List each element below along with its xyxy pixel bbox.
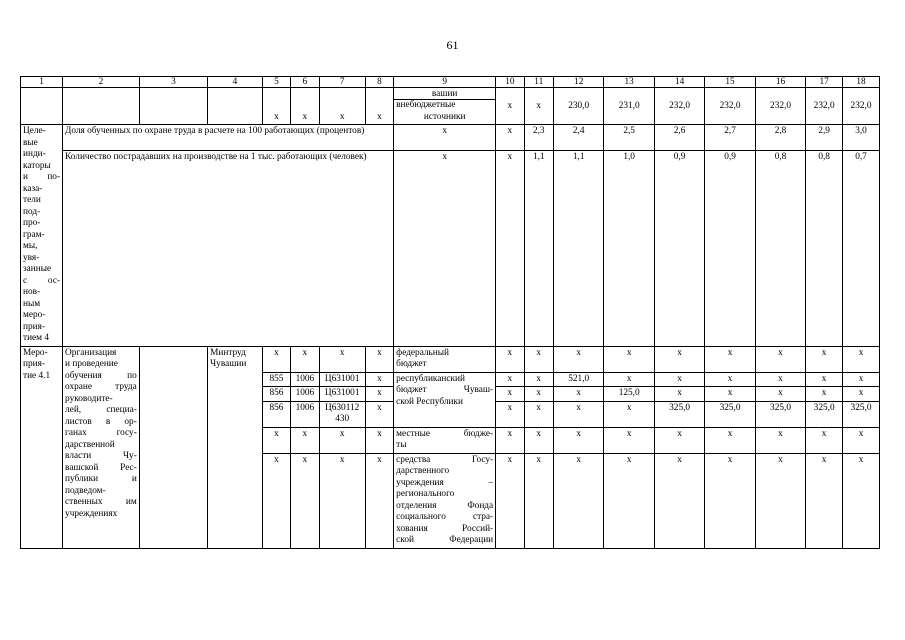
value-cell: х xyxy=(524,372,553,387)
value-cell: 0,8 xyxy=(806,150,843,346)
source-line: источники xyxy=(423,111,466,122)
value-cell: х xyxy=(524,88,553,125)
value-cell: х xyxy=(604,346,654,372)
code-cell: х xyxy=(291,346,319,372)
col-header: 11 xyxy=(524,77,553,88)
indicator-row xyxy=(21,125,880,151)
code-cell: 855 xyxy=(262,372,290,387)
value-cell: х xyxy=(806,346,843,372)
measure-name: Организация и проведение обучения по охране труда руководите- лей, специа- листов в ор- ганах госу- дарственной власти Чу- вашской Рес- публики и подведом- ственных им учреждениях xyxy=(63,346,140,548)
value-cell: 230,0 xyxy=(553,88,603,125)
value-cell: х xyxy=(553,387,603,402)
col-header: 9 xyxy=(394,77,496,88)
code-cell: 856 xyxy=(262,387,290,402)
indicators-label: Целе- вые инди- каторы и по- каза- тели под- про- грам- мы, увя- занные с ос- нов- ным меро- прия- тием 4 xyxy=(21,125,63,347)
value-cell: х xyxy=(806,453,843,548)
col-header: 14 xyxy=(654,77,704,88)
source-line: внебюджетные xyxy=(394,99,495,112)
value-cell: х xyxy=(553,401,603,427)
value-cell: х xyxy=(553,346,603,372)
code-cell: х xyxy=(262,453,290,548)
value-cell: 232,0 xyxy=(705,88,755,125)
value-cell: х xyxy=(654,453,704,548)
value-cell: 325,0 xyxy=(806,401,843,427)
code-cell: х xyxy=(291,453,319,548)
code-cell: х xyxy=(262,427,290,453)
col-header: 4 xyxy=(208,77,263,88)
federal-budget-row xyxy=(21,346,880,372)
funding-source-cell: республиканский бюджет Чуваш- ской Республики xyxy=(394,372,496,427)
value-cell: х xyxy=(705,372,755,387)
code-cell: х xyxy=(291,88,319,125)
value-cell: х xyxy=(755,346,805,372)
value-cell: х xyxy=(806,372,843,387)
value-cell: х xyxy=(496,387,524,402)
measure-label: Меро- прия- тие 4.1 xyxy=(21,346,63,548)
code-cell: 1006 xyxy=(291,387,319,402)
value-cell: х xyxy=(843,453,880,548)
col-header: 16 xyxy=(755,77,805,88)
code-cell: х xyxy=(319,88,365,125)
code-cell: Ц631001 xyxy=(319,372,365,387)
value-cell: х xyxy=(705,346,755,372)
col-header: 2 xyxy=(63,77,140,88)
value-cell: 232,0 xyxy=(843,88,880,125)
code-cell: х xyxy=(365,453,393,548)
value-cell: 2,6 xyxy=(654,125,704,151)
value-cell: х xyxy=(553,427,603,453)
value-cell: 325,0 xyxy=(705,401,755,427)
value-cell: х xyxy=(843,427,880,453)
column-number-row xyxy=(21,77,880,88)
value-cell: х xyxy=(496,401,524,427)
value-cell: х xyxy=(806,427,843,453)
value-cell: х xyxy=(496,453,524,548)
value-cell: х xyxy=(496,346,524,372)
value-cell: х xyxy=(843,387,880,402)
value-cell: х xyxy=(604,401,654,427)
col-header: 18 xyxy=(843,77,880,88)
code-cell: х xyxy=(365,372,393,387)
code-cell: 856 xyxy=(262,401,290,427)
value-cell: х xyxy=(496,125,524,151)
funding-source-cell: средства Госу- дарственного учреждения – регионального отделения Фонда социального стра- хования Россий- ской Федерации xyxy=(394,453,496,548)
code-cell: Ц631001 xyxy=(319,387,365,402)
value-cell: 125,0 xyxy=(604,387,654,402)
indicator-text: Доля обученных по охране труда в расчете на 100 работающих (процентов) xyxy=(63,125,394,151)
value-cell: х xyxy=(806,387,843,402)
funding-source-cell: местные бюдже- ты xyxy=(394,427,496,453)
indicator-source: х xyxy=(394,150,496,346)
value-cell: х xyxy=(755,427,805,453)
value-cell: 232,0 xyxy=(755,88,805,125)
page-number: 61 xyxy=(446,38,459,52)
value-cell: 1,1 xyxy=(553,150,603,346)
value-cell: х xyxy=(705,453,755,548)
value-cell: 325,0 xyxy=(843,401,880,427)
value-cell: х xyxy=(496,88,524,125)
col-header: 17 xyxy=(806,77,843,88)
value-cell: х xyxy=(654,372,704,387)
value-cell: х xyxy=(553,453,603,548)
code-cell: х xyxy=(365,401,393,427)
code-cell: х xyxy=(262,346,290,372)
value-cell: 325,0 xyxy=(654,401,704,427)
code-cell: х xyxy=(319,346,365,372)
value-cell: х xyxy=(755,387,805,402)
value-cell: х xyxy=(705,387,755,402)
value-cell: х xyxy=(496,150,524,346)
col-header: 13 xyxy=(604,77,654,88)
col-header: 10 xyxy=(496,77,524,88)
code-cell: х xyxy=(365,346,393,372)
code-cell: х xyxy=(319,453,365,548)
indicator-source: х xyxy=(394,125,496,151)
col-header: 1 xyxy=(21,77,63,88)
funding-source-cell: федеральный бюджет xyxy=(394,346,496,372)
value-cell: х xyxy=(604,427,654,453)
value-cell: х xyxy=(843,346,880,372)
value-cell: 521,0 xyxy=(553,372,603,387)
value-cell: х xyxy=(496,427,524,453)
empty-cell xyxy=(139,346,207,548)
col-header: 7 xyxy=(319,77,365,88)
value-cell: 1,0 xyxy=(604,150,654,346)
code-cell: 1006 xyxy=(291,372,319,387)
code-cell: х xyxy=(291,427,319,453)
col-header: 12 xyxy=(553,77,603,88)
value-cell: х xyxy=(843,372,880,387)
value-cell: 231,0 xyxy=(604,88,654,125)
value-cell: 3,0 xyxy=(843,125,880,151)
col-header: 8 xyxy=(365,77,393,88)
value-cell: 232,0 xyxy=(654,88,704,125)
value-cell: х xyxy=(524,401,553,427)
source-tail-text: вашии xyxy=(431,89,458,99)
indicator-row xyxy=(21,150,880,346)
value-cell: х xyxy=(524,387,553,402)
value-cell: 0,8 xyxy=(755,150,805,346)
value-cell: 0,7 xyxy=(843,150,880,346)
code-cell: х xyxy=(262,88,290,125)
col-header: 6 xyxy=(291,77,319,88)
value-cell: 2,7 xyxy=(705,125,755,151)
code-cell: Ц630112 430 xyxy=(319,401,365,427)
code-cell: х xyxy=(365,427,393,453)
indicator-text: Количество пострадавших на производстве на 1 тыс. работающих (человек) xyxy=(63,150,394,346)
code-cell: х xyxy=(365,387,393,402)
value-cell: 2,9 xyxy=(806,125,843,151)
value-cell: х xyxy=(654,346,704,372)
value-cell: х xyxy=(755,372,805,387)
value-cell: 1,1 xyxy=(524,150,553,346)
code-cell: х xyxy=(365,88,393,125)
col-header: 3 xyxy=(139,77,207,88)
code-cell: 1006 xyxy=(291,401,319,427)
col-header: 5 xyxy=(262,77,290,88)
value-cell: х xyxy=(496,372,524,387)
value-cell: 2,4 xyxy=(553,125,603,151)
value-cell: 232,0 xyxy=(806,88,843,125)
continuation-row xyxy=(21,88,880,125)
value-cell: х xyxy=(705,427,755,453)
value-cell: х xyxy=(654,387,704,402)
value-cell: х xyxy=(654,427,704,453)
value-cell: 2,3 xyxy=(524,125,553,151)
value-cell: х xyxy=(604,453,654,548)
measure-executor: Минтруд Чувашии xyxy=(208,346,263,548)
value-cell: х xyxy=(604,372,654,387)
value-cell: х xyxy=(755,453,805,548)
value-cell: 0,9 xyxy=(654,150,704,346)
value-cell: 2,5 xyxy=(604,125,654,151)
value-cell: х xyxy=(524,427,553,453)
funding-source-cell xyxy=(394,88,496,125)
value-cell: 2,8 xyxy=(755,125,805,151)
value-cell: х xyxy=(524,346,553,372)
value-cell: 0,9 xyxy=(705,150,755,346)
code-cell: х xyxy=(319,427,365,453)
col-header: 15 xyxy=(705,77,755,88)
value-cell: х xyxy=(524,453,553,548)
budget-table xyxy=(20,76,880,549)
value-cell: 325,0 xyxy=(755,401,805,427)
